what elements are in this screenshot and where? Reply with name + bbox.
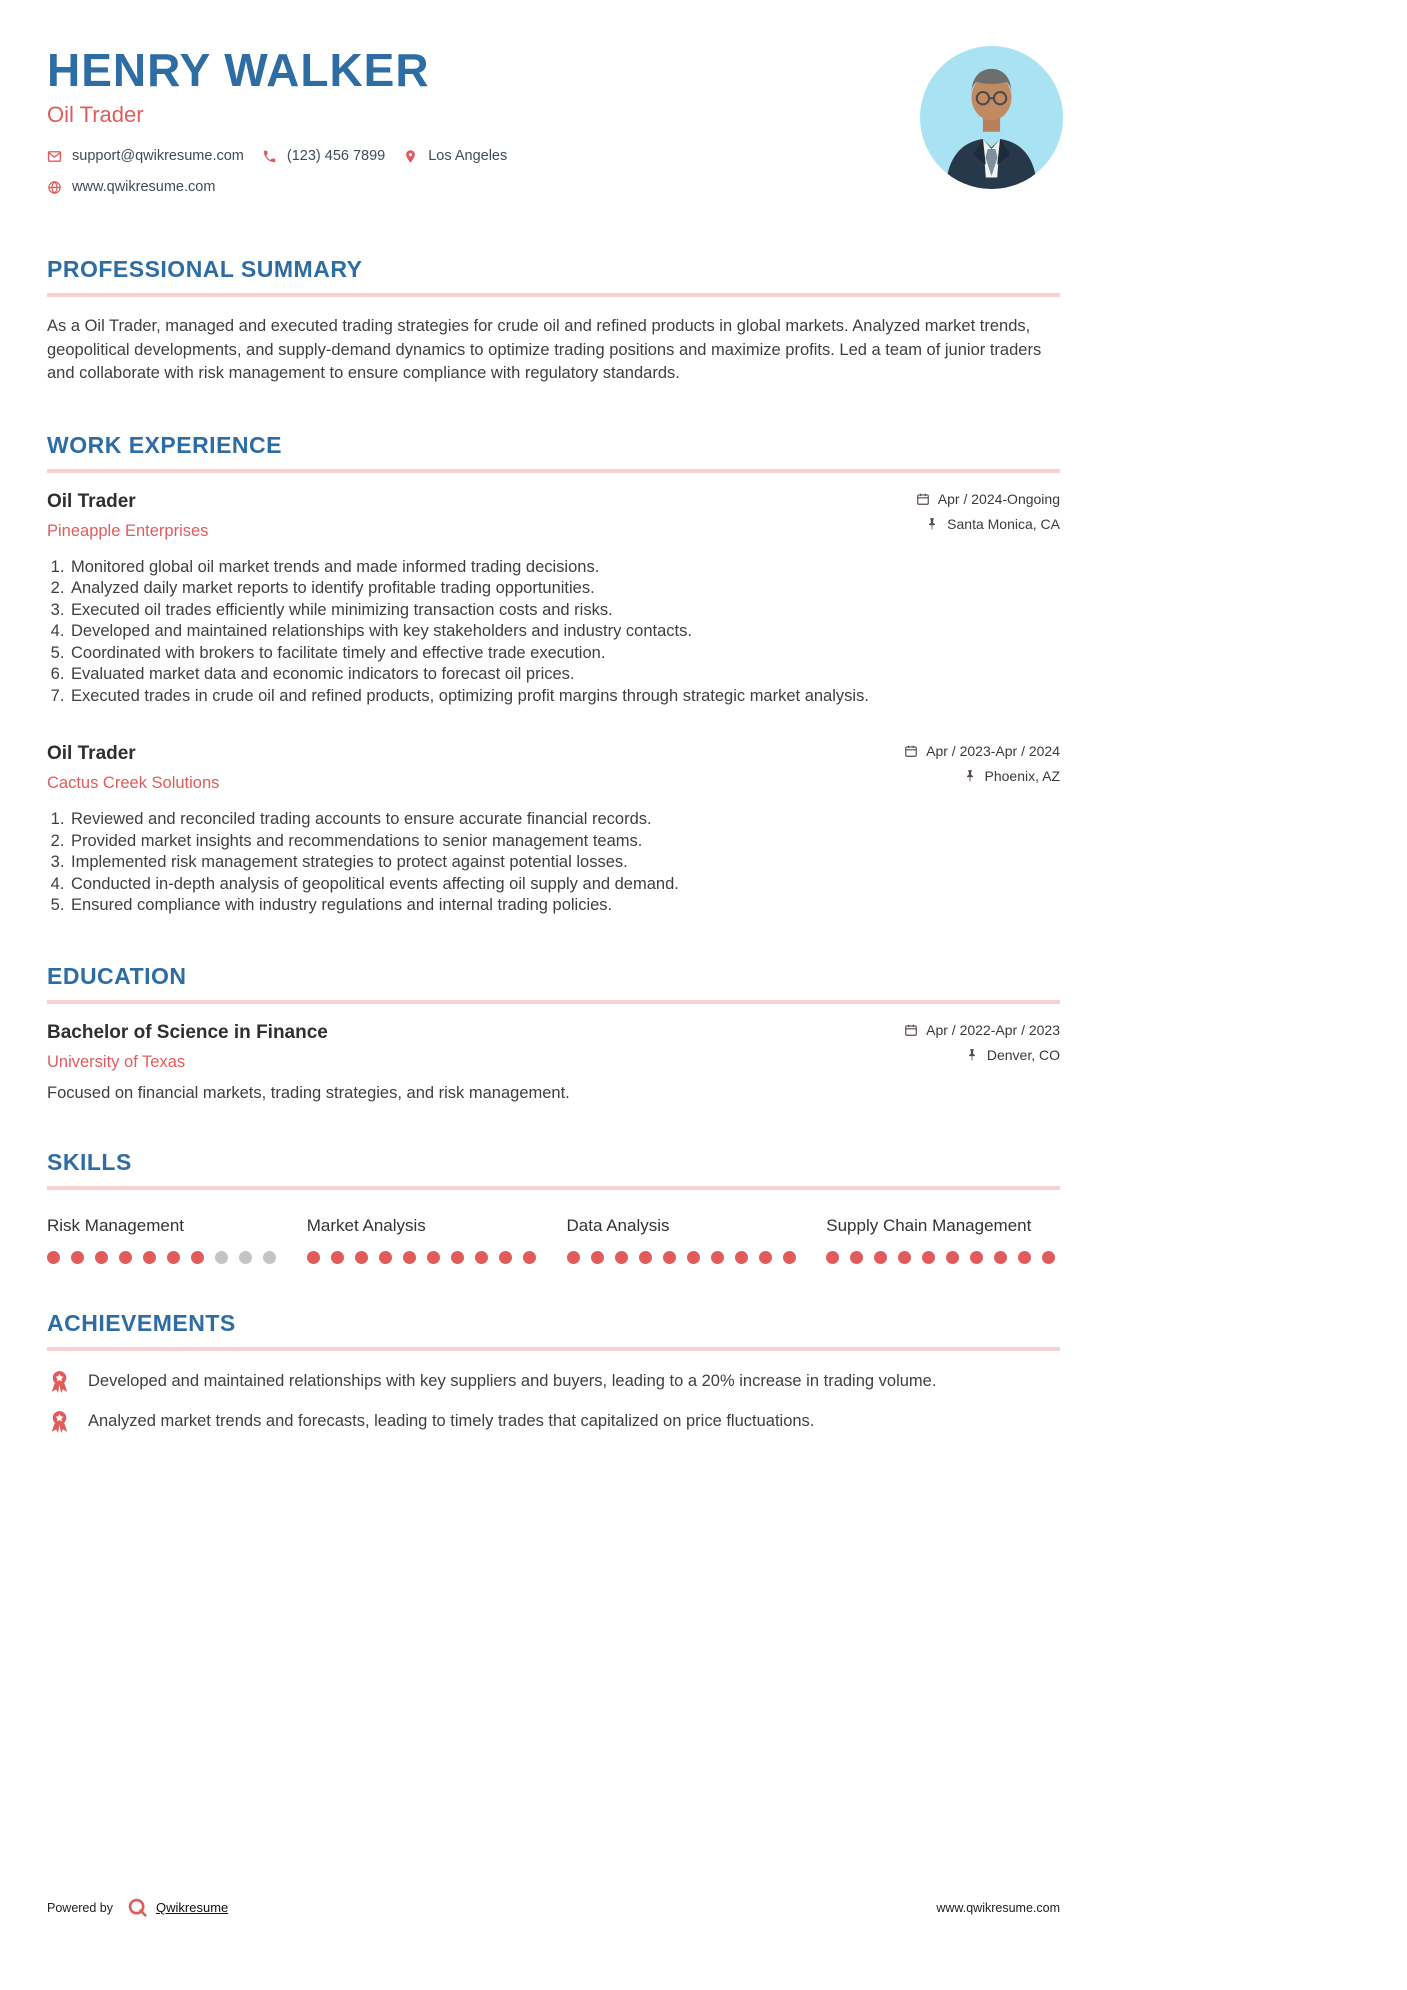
contact-website[interactable] bbox=[47, 179, 215, 195]
footer-website: www.qwikresume.com bbox=[936, 1900, 1060, 1915]
skill-dot bbox=[826, 1251, 839, 1264]
job-header bbox=[47, 491, 1060, 541]
skill-dot bbox=[307, 1251, 320, 1264]
job-meta bbox=[916, 491, 1060, 541]
skill-dot bbox=[663, 1251, 676, 1264]
experience-bullet-list bbox=[47, 809, 1060, 917]
skill-dot bbox=[355, 1251, 368, 1264]
skill-dot bbox=[1042, 1251, 1055, 1264]
skills-heading: SKILLS bbox=[47, 1149, 1060, 1190]
job-meta bbox=[904, 743, 1060, 793]
skill-dot bbox=[922, 1251, 935, 1264]
job-title: Oil Trader bbox=[47, 743, 136, 765]
footer bbox=[47, 1897, 1060, 1990]
skill-item bbox=[826, 1216, 1060, 1264]
skill-dot bbox=[71, 1251, 84, 1264]
qwikresume-link[interactable]: Qwikresume bbox=[156, 1900, 229, 1915]
skill-dot bbox=[567, 1251, 580, 1264]
achievement-text: Analyzed market trends and forecasts, leading to timely trades that capitalized on price fluctuations. bbox=[88, 1411, 815, 1430]
job-title-block bbox=[47, 491, 208, 541]
skill-dot bbox=[379, 1251, 392, 1264]
header-left bbox=[47, 46, 507, 210]
skill-dot bbox=[591, 1251, 604, 1264]
skill-dot bbox=[331, 1251, 344, 1264]
skill-dot bbox=[687, 1251, 700, 1264]
education-degree: Bachelor of Science in Finance bbox=[47, 1021, 328, 1043]
skill-dot bbox=[735, 1251, 748, 1264]
section-experience bbox=[47, 432, 1060, 917]
contact-location-text: Los Angeles bbox=[428, 148, 508, 165]
pushpin-icon bbox=[925, 517, 939, 531]
skill-item bbox=[567, 1216, 801, 1264]
job-dates: Apr / 2023-Apr / 2024 bbox=[926, 743, 1060, 760]
job-location-line bbox=[904, 768, 1060, 784]
skill-dot bbox=[874, 1251, 887, 1264]
job-dates-line bbox=[904, 743, 1060, 759]
contact-row-2 bbox=[47, 179, 507, 195]
education-school: University of Texas bbox=[47, 1052, 186, 1071]
avatar-illustration bbox=[920, 46, 1063, 189]
skill-dot bbox=[403, 1251, 416, 1264]
contact-block bbox=[47, 148, 507, 195]
skills-grid bbox=[47, 1216, 1060, 1264]
section-achievements bbox=[47, 1310, 1060, 1434]
education-heading: EDUCATION bbox=[47, 963, 1060, 1004]
job-dates-line bbox=[916, 491, 1060, 507]
experience-bullet-list bbox=[47, 557, 1060, 708]
skill-dot bbox=[239, 1251, 252, 1264]
education-dates: Apr / 2022-Apr / 2023 bbox=[926, 1021, 1060, 1038]
skill-dot bbox=[615, 1251, 628, 1264]
section-education bbox=[47, 963, 1060, 1103]
experience-bullet: 6. Evaluated market data and economic indicators to forecast oil prices. bbox=[69, 664, 1060, 686]
job-location-line bbox=[916, 516, 1060, 532]
skill-dot bbox=[994, 1251, 1007, 1264]
avatar bbox=[920, 46, 1063, 189]
contact-location bbox=[403, 148, 507, 164]
skill-dot bbox=[451, 1251, 464, 1264]
candidate-title: Oil Trader bbox=[47, 102, 144, 128]
achievement-item bbox=[47, 1409, 1060, 1434]
education-location: Denver, CO bbox=[986, 1046, 1060, 1063]
skill-item bbox=[307, 1216, 541, 1264]
job-header bbox=[47, 743, 1060, 793]
job-location: Phoenix, AZ bbox=[984, 768, 1060, 785]
education-location-line bbox=[904, 1047, 1060, 1063]
skill-dot bbox=[970, 1251, 983, 1264]
experience-heading: WORK EXPERIENCE bbox=[47, 432, 1060, 473]
job-location: Santa Monica, CA bbox=[947, 515, 1060, 532]
experience-bullet: 3. Executed oil trades efficiently while minimizing transaction costs and risks. bbox=[69, 600, 1060, 622]
summary-heading: PROFESSIONAL SUMMARY bbox=[47, 256, 1060, 297]
calendar-icon bbox=[904, 1023, 918, 1037]
skill-dot bbox=[95, 1251, 108, 1264]
globe-icon bbox=[47, 180, 62, 195]
skill-dot bbox=[215, 1251, 228, 1264]
achievements-heading: ACHIEVEMENTS bbox=[47, 1310, 1060, 1351]
achievement-text: Developed and maintained relationships with key suppliers and buyers, leading to a 20% increase in trading volume. bbox=[88, 1371, 937, 1390]
contact-row-1 bbox=[47, 148, 507, 164]
pushpin-icon bbox=[965, 1048, 979, 1062]
skill-name: Risk Management bbox=[47, 1215, 185, 1235]
skill-dot bbox=[167, 1251, 180, 1264]
skill-dot bbox=[523, 1251, 536, 1264]
skill-rating-dots bbox=[307, 1251, 541, 1264]
skill-dot bbox=[499, 1251, 512, 1264]
education-description: Focused on financial markets, trading strategies, and risk management. bbox=[47, 1083, 570, 1102]
education-dates-line bbox=[904, 1022, 1060, 1038]
contact-email[interactable] bbox=[47, 148, 244, 164]
contact-email-text: support@qwikresume.com bbox=[72, 148, 244, 165]
award-ribbon-icon bbox=[47, 1369, 72, 1394]
skill-dot bbox=[639, 1251, 652, 1264]
experience-bullet: 2. Analyzed daily market reports to identify profitable trading opportunities. bbox=[69, 578, 1060, 600]
job-title: Oil Trader bbox=[47, 490, 136, 512]
skill-name: Data Analysis bbox=[566, 1215, 670, 1235]
section-summary bbox=[47, 256, 1060, 385]
job-company: Pineapple Enterprises bbox=[47, 521, 209, 540]
phone-icon bbox=[262, 149, 277, 164]
contact-website-text: www.qwikresume.com bbox=[72, 179, 216, 196]
skill-dot bbox=[47, 1251, 60, 1264]
experience-bullet: 5. Coordinated with brokers to facilitate timely and effective trade execution. bbox=[69, 643, 1060, 665]
section-skills bbox=[47, 1149, 1060, 1264]
experience-bullet: 4. Conducted in-depth analysis of geopolitical events affecting oil supply and demand. bbox=[69, 874, 1060, 896]
skill-dot bbox=[850, 1251, 863, 1264]
job-entry bbox=[47, 491, 1060, 708]
job-title-block bbox=[47, 743, 219, 793]
candidate-name: HENRY WALKER bbox=[47, 44, 430, 96]
skill-dot bbox=[475, 1251, 488, 1264]
job-dates: Apr / 2024-Ongoing bbox=[937, 490, 1060, 507]
skill-dot bbox=[783, 1251, 796, 1264]
experience-bullet: 1. Monitored global oil market trends and made informed trading decisions. bbox=[69, 557, 1060, 579]
skill-dot bbox=[1018, 1251, 1031, 1264]
skill-dot bbox=[711, 1251, 724, 1264]
skill-dot bbox=[263, 1251, 276, 1264]
pushpin-icon bbox=[963, 769, 977, 783]
experience-bullet: 4. Developed and maintained relationships with key stakeholders and industry contacts. bbox=[69, 621, 1060, 643]
header bbox=[47, 46, 1060, 210]
calendar-icon bbox=[916, 492, 930, 506]
skill-rating-dots bbox=[47, 1251, 281, 1264]
skill-name: Supply Chain Management bbox=[826, 1215, 1032, 1235]
skill-rating-dots bbox=[567, 1251, 801, 1264]
achievement-item bbox=[47, 1369, 1060, 1394]
experience-bullet: 7. Executed trades in crude oil and refined products, optimizing profit margins through strategic market analysis. bbox=[69, 686, 1060, 708]
qwikresume-q-logo bbox=[127, 1897, 148, 1918]
skill-dot bbox=[427, 1251, 440, 1264]
skill-dot bbox=[191, 1251, 204, 1264]
skill-name: Market Analysis bbox=[306, 1215, 426, 1235]
education-meta bbox=[904, 1022, 1060, 1072]
experience-bullet: 1. Reviewed and reconciled trading accounts to ensure accurate financial records. bbox=[69, 809, 1060, 831]
skill-dot bbox=[898, 1251, 911, 1264]
skill-dot bbox=[946, 1251, 959, 1264]
contact-phone[interactable] bbox=[262, 148, 385, 164]
skill-dot bbox=[119, 1251, 132, 1264]
education-header bbox=[47, 1022, 1060, 1072]
contact-phone-text: (123) 456 7899 bbox=[286, 148, 386, 165]
skill-rating-dots bbox=[826, 1251, 1060, 1264]
experience-bullet: 3. Implemented risk management strategies to protect against potential losses. bbox=[69, 852, 1060, 874]
map-pin-icon bbox=[403, 149, 418, 164]
skill-item bbox=[47, 1216, 281, 1264]
experience-bullet: 2. Provided market insights and recommendations to senior management teams. bbox=[69, 831, 1060, 853]
powered-by-label: Powered by bbox=[47, 1900, 114, 1915]
award-ribbon-icon bbox=[47, 1409, 72, 1434]
summary-text: As a Oil Trader, managed and executed trading strategies for crude oil and refined products in global markets. Analyzed market trends, geopolitical developments, and supply-demand dynamics to optimize trading positions and maximize profits. Led a team of junior traders and collaborate with risk management to ensure compliance with regulatory standards. bbox=[47, 317, 1042, 383]
education-entry bbox=[47, 1022, 1060, 1103]
job-company: Cactus Creek Solutions bbox=[47, 774, 220, 793]
skill-dot bbox=[759, 1251, 772, 1264]
resume-content bbox=[47, 0, 1060, 1449]
skill-dot bbox=[143, 1251, 156, 1264]
calendar-icon bbox=[904, 744, 918, 758]
experience-bullet: 5. Ensured compliance with industry regulations and internal trading policies. bbox=[69, 895, 1060, 917]
education-title-block bbox=[47, 1022, 328, 1072]
envelope-icon bbox=[47, 149, 62, 164]
job-entry bbox=[47, 743, 1060, 917]
